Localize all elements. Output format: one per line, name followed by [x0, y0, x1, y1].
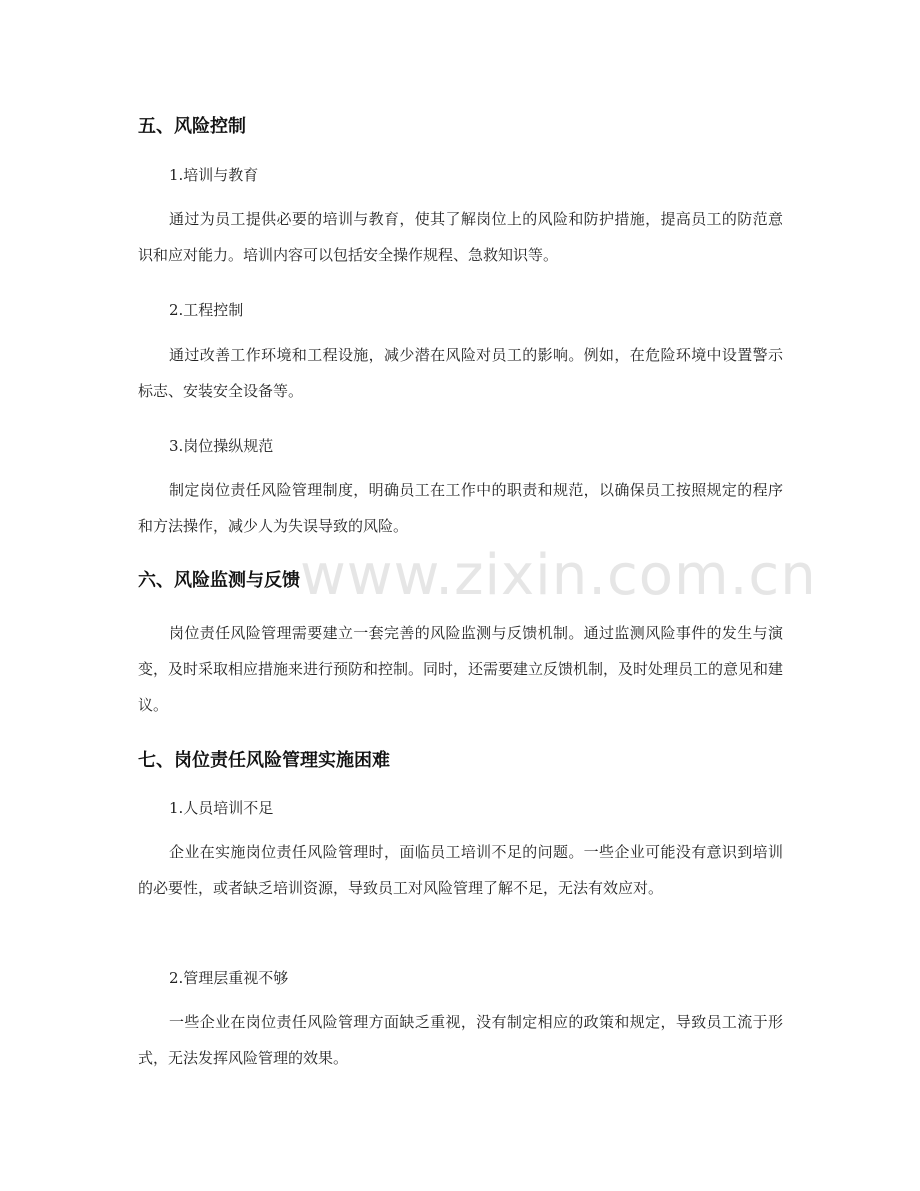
section-5-item-2-text: 通过改善工作环境和工程设施，减少潜在风险对员工的影响。例如，在危险环境中设置警示标志、安装安全设备等。 [138, 346, 783, 400]
section-5-item-1-text: 通过为员工提供必要的培训与教育，使其了解岗位上的风险和防护措施，提高员工的防范意识和应对能力。培训内容可以包括安全操作规程、急救知识等。 [138, 210, 783, 264]
section-7-item-1-heading: 1.人员培训不足 [169, 799, 274, 817]
watermark: www.zixin.com.cn [300, 543, 817, 608]
section-5-item-3-text: 制定岗位责任风险管理制度，明确员工在工作中的职责和规范，以确保员工按照规定的程序和方法操作，减少人为失误导致的风险。 [138, 481, 783, 535]
section-7-item-1-text: 企业在实施岗位责任风险管理时，面临员工培训不足的问题。一些企业可能没有意识到培训的必要性，或者缺乏培训资源，导致员工对风险管理了解不足，无法有效应对。 [138, 843, 783, 897]
section-5-item-2-heading: 2.工程控制 [169, 301, 244, 319]
section-6-title: 六、风险监测与反馈 [138, 570, 300, 591]
section-7-title: 七、岗位责任风险管理实施困难 [138, 750, 390, 771]
section-5-item-1-heading: 1.培训与教育 [169, 166, 259, 184]
section-6-text: 岗位责任风险管理需要建立一套完善的风险监测与反馈机制。通过监测风险事件的发生与演变，及时采取相应措施来进行预防和控制。同时，还需要建立反馈机制，及时处理员工的意见和建议。 [138, 624, 784, 714]
section-5-item-3-heading: 3.岗位操纵规范 [169, 437, 274, 455]
section-7-item-2-heading: 2.管理层重视不够 [169, 969, 289, 987]
section-7-item-2-text: 一些企业在岗位责任风险管理方面缺乏重视，没有制定相应的政策和规定，导致员工流于形式，无法发挥风险管理的效果。 [138, 1013, 783, 1067]
section-5-title: 五、风险控制 [138, 116, 246, 137]
